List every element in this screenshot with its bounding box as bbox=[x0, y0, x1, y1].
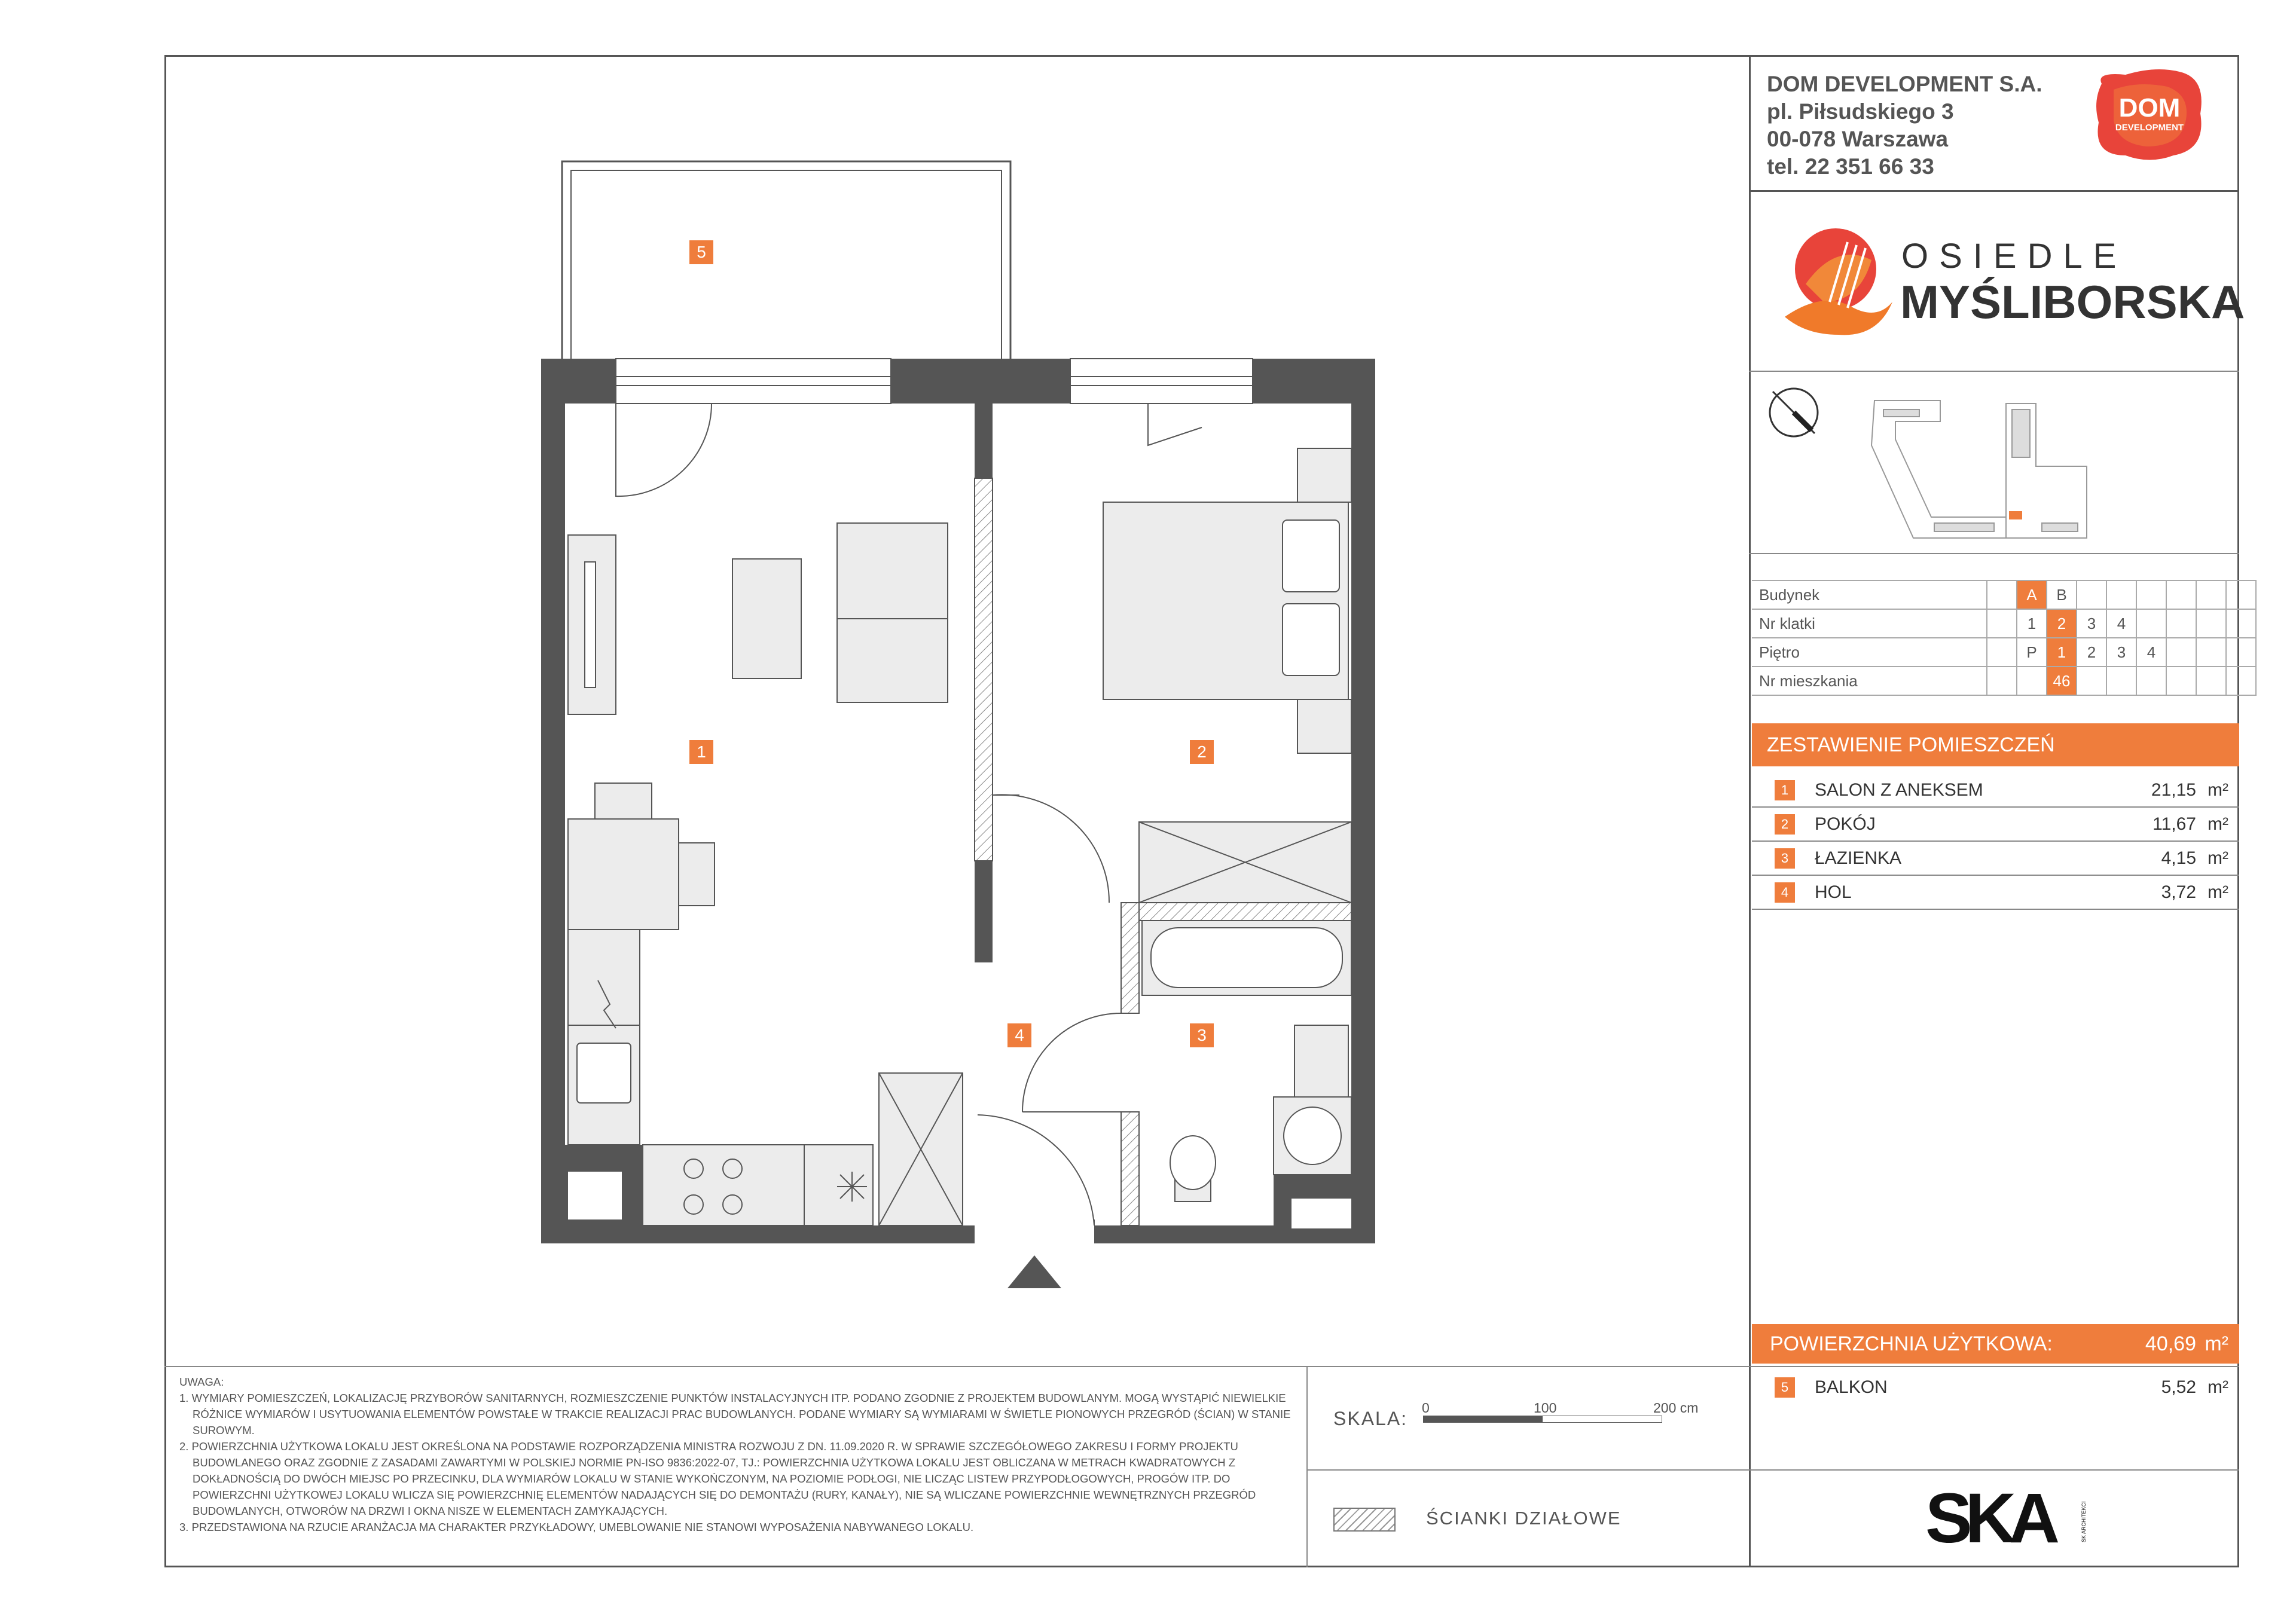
plan-label-room-5: 5 bbox=[689, 240, 713, 264]
info-cell bbox=[2226, 667, 2256, 695]
unit-info-table bbox=[1752, 580, 2257, 696]
room-area: 11,67 bbox=[2152, 814, 2196, 834]
note-item: 1. WYMIARY POMIESZCZEŃ, LOKALIZACJĘ PRZYBORÓW SANITARNYCH, ROZMIESZCZENIE PUNKTÓW INSTALACYJNYCH ITP. PODANO ZGODNIE Z PROJEKTEM BUDOWLANYM. MOGĄ WYSTĄPIĆ NIEWIELKIE RÓŻNICE WYMIARÓW I USYTUOWANIA ELEMENTÓW POWSTAŁE W TRAKCIE REALIZACJI PRAC BUDOWLANYCH. PODANE WYMIARY SĄ WYMIARAMI W ŚWIETLE PIONOWYCH PRZEGRÓD (ŚCIAN) W STANIE SUROWYM. bbox=[179, 1392, 1291, 1436]
notes-title: UWAGA: bbox=[179, 1376, 224, 1388]
note-item: 2. POWIERZCHNIA UŻYTKOWA LOKALU JEST OKREŚLONA NA PODSTAWIE ROZPORZĄDZENIA MINISTRA ROZWOJU Z DN. 11.09.2020 R. W SPRAWIE SZCZEGÓŁOWEGO ZAKRESU I FORMY PROJEKTU BUDOWLANEGO ORAZ ZGODNIE Z ZASADAMI ZAWARTYMI W POLSKIEJ NORMIE PN-ISO 9836:2022-07, TJ.: POWIERZCHNIA UŻYTKOWA LOKALU JEST OBLICZANA W METRACH KWADRATOWYCH Z DOKŁADNOŚCIĄ DO DWÓCH MIEJSC PO PRZECINKU, DLA WYMIARÓW LOKALU W STANIE WYKOŃCZONYM, NA POZIOMIE PODŁOGI, NIE LICZĄC LISTEW PRZYPODŁOGOWYCH, PROGÓW ITP. DO POWIERZCHNI UŻYTKOWEJ LOKALU WLICZA SIĘ POWIERZCHNIĘ ELEMENTÓW NADAJĄCYCH SIĘ DO DEMONTAŻU (RURY, KANAŁY), NIE SĄ WLICZANE POWIERZCHNIE WEWNĘTRZNYCH PRZEGRÓD BUDOWLANYCH, OTWORÓW NA DRZWI I OKNA NISZE W ELEMENTACH ZAMYKAJĄCYCH. bbox=[179, 1440, 1256, 1517]
balcony bbox=[562, 161, 1010, 359]
info-cell: 1 bbox=[2047, 638, 2077, 667]
chair bbox=[679, 843, 715, 906]
divider-keyplan bbox=[1749, 553, 2239, 554]
info-cell bbox=[2017, 667, 2047, 695]
company-street: pl. Piłsudskiego 3 bbox=[1767, 99, 1954, 124]
balcony-row bbox=[1752, 1370, 2239, 1404]
scale-label: SKALA: bbox=[1333, 1408, 1408, 1429]
info-cell: 2 bbox=[2077, 638, 2106, 667]
info-cell: 4 bbox=[2106, 609, 2136, 638]
dining-table bbox=[568, 819, 679, 930]
furniture bbox=[568, 448, 1351, 1225]
chair bbox=[595, 783, 652, 819]
info-cell: A bbox=[2017, 580, 2047, 609]
info-cell bbox=[2226, 580, 2256, 609]
scale-bar bbox=[1423, 1416, 1662, 1423]
room-area: 21,15 bbox=[2151, 780, 2196, 800]
dom-development-logo bbox=[2090, 66, 2209, 167]
info-cell bbox=[2136, 667, 2166, 695]
total-area: 40,69 bbox=[2145, 1332, 2196, 1355]
keyplan-compass-icon bbox=[1770, 389, 1818, 436]
info-cell bbox=[1987, 638, 2017, 667]
info-cell: 1 bbox=[2017, 609, 2047, 638]
plan-label-room-4: 4 bbox=[1007, 1023, 1031, 1047]
plan-label-room-2: 2 bbox=[1190, 740, 1214, 764]
info-cell bbox=[2166, 609, 2196, 638]
scale-tick-200: 200 cm bbox=[1653, 1400, 1699, 1416]
info-cell: 4 bbox=[2136, 638, 2166, 667]
balcony-number: 5 bbox=[1775, 1377, 1795, 1398]
info-label: Nr mieszkania bbox=[1752, 667, 1987, 695]
info-cell: B bbox=[2047, 580, 2077, 609]
dom-logo-subtext: DEVELOPMENT bbox=[2115, 123, 2184, 133]
company-address bbox=[1767, 71, 2042, 181]
info-label: Nr klatki bbox=[1752, 609, 1987, 638]
info-cell bbox=[2196, 638, 2226, 667]
nightstand bbox=[1297, 448, 1351, 502]
project-name-line1: OSIEDLE bbox=[1901, 237, 2127, 276]
info-cell bbox=[2136, 609, 2166, 638]
dom-logo-text: DOM bbox=[2118, 93, 2181, 123]
ska-architects-logo bbox=[1925, 1483, 2093, 1548]
scale-tick-100: 100 bbox=[1534, 1400, 1557, 1416]
note-item: 3. PRZEDSTAWIONA NA RZUCIE ARANŻACJA MA CHARAKTER PRZYKŁADOWY, UMEBLOWANIE NIE STANOWI WYPOSAŻENIA NABYWANEGO LOKALU. bbox=[179, 1521, 974, 1533]
project-sun-icon bbox=[1782, 218, 1895, 344]
info-cell: 3 bbox=[2106, 638, 2136, 667]
info-cell bbox=[2196, 609, 2226, 638]
info-cell: 46 bbox=[2047, 667, 2077, 695]
info-label: Budynek bbox=[1752, 580, 1987, 609]
room-number: 1 bbox=[1775, 780, 1795, 800]
divider-header bbox=[1749, 190, 2239, 192]
room-area: 3,72 bbox=[2161, 882, 2196, 902]
entrance-arrow-icon bbox=[1007, 1255, 1061, 1288]
rooms-heading: ZESTAWIENIE POMIESZCZEŃ bbox=[1752, 723, 2239, 766]
partition-wall-swatch bbox=[1333, 1508, 1396, 1532]
balcony-unit: m² bbox=[2208, 1377, 2228, 1397]
info-row-building bbox=[1752, 580, 2256, 609]
kitchen-counter bbox=[643, 1145, 873, 1225]
total-unit: m² bbox=[2205, 1332, 2228, 1355]
key-plan bbox=[1755, 374, 2233, 550]
info-row-staircase bbox=[1752, 609, 2256, 638]
info-cell: 3 bbox=[2077, 609, 2106, 638]
divider-legend bbox=[1306, 1469, 2239, 1471]
info-cell bbox=[1987, 667, 2017, 695]
info-row-floor bbox=[1752, 638, 2256, 667]
sidebar-divider bbox=[1749, 55, 1751, 1567]
balcony-area: 5,52 bbox=[2161, 1377, 2196, 1397]
room-unit: m² bbox=[2208, 780, 2228, 800]
info-cell bbox=[2106, 667, 2136, 695]
room-name: SALON Z ANEKSEM bbox=[1815, 780, 1983, 800]
info-cell bbox=[2226, 638, 2256, 667]
nightstand bbox=[1297, 699, 1351, 753]
info-cell bbox=[2226, 609, 2256, 638]
balcony-name: BALKON bbox=[1815, 1377, 1888, 1397]
room-name: HOL bbox=[1815, 882, 1852, 902]
info-cell bbox=[2166, 667, 2196, 695]
coffee-table bbox=[732, 559, 801, 678]
scale-tick-0: 0 bbox=[1422, 1400, 1430, 1416]
room-row bbox=[1752, 773, 2239, 808]
info-cell bbox=[1987, 580, 2017, 609]
legend-label: ŚCIANKI DZIAŁOWE bbox=[1426, 1508, 1622, 1529]
room-number: 4 bbox=[1775, 882, 1795, 903]
info-cell bbox=[2136, 580, 2166, 609]
project-logo bbox=[1782, 218, 2245, 344]
company-city: 00-078 Warszawa bbox=[1767, 127, 1949, 151]
room-row bbox=[1752, 875, 2239, 910]
usable-area-total bbox=[1752, 1324, 2239, 1364]
info-cell bbox=[1987, 609, 2017, 638]
room-unit: m² bbox=[2208, 882, 2228, 902]
info-cell bbox=[2196, 580, 2226, 609]
room-unit: m² bbox=[2208, 814, 2228, 834]
total-label: POWIERZCHNIA UŻYTKOWA: bbox=[1770, 1332, 2053, 1355]
room-number: 3 bbox=[1775, 848, 1795, 869]
project-name-line2: MYŚLIBORSKA bbox=[1900, 276, 2245, 328]
ska-logo-text: SKA bbox=[1925, 1483, 2053, 1548]
info-cell: P bbox=[2017, 638, 2047, 667]
info-cell bbox=[2077, 667, 2106, 695]
ska-logo-subtext: SK ARCHITEKCI bbox=[2081, 1501, 2087, 1542]
divider-notes bbox=[1306, 1366, 1308, 1567]
info-cell bbox=[2077, 580, 2106, 609]
sofa bbox=[837, 523, 948, 702]
room-name: ŁAZIENKA bbox=[1815, 848, 1902, 868]
company-phone: tel. 22 351 66 33 bbox=[1767, 154, 1934, 179]
room-row bbox=[1752, 841, 2239, 876]
company-name: DOM DEVELOPMENT S.A. bbox=[1767, 72, 2042, 96]
room-number: 2 bbox=[1775, 814, 1795, 835]
plan-label-room-3: 3 bbox=[1190, 1023, 1214, 1047]
divider-logo bbox=[1749, 371, 2239, 372]
extractor-icon bbox=[837, 1172, 867, 1202]
info-label: Piętro bbox=[1752, 638, 1987, 667]
info-cell bbox=[2166, 638, 2196, 667]
info-cell bbox=[2196, 667, 2226, 695]
room-row bbox=[1752, 807, 2239, 842]
info-cell: 2 bbox=[2047, 609, 2077, 638]
notes bbox=[179, 1374, 1292, 1535]
plan-label-room-1: 1 bbox=[689, 740, 713, 764]
info-row-apartment bbox=[1752, 667, 2256, 695]
room-unit: m² bbox=[2208, 848, 2228, 868]
room-name: POKÓJ bbox=[1815, 814, 1876, 834]
room-area: 4,15 bbox=[2161, 848, 2196, 868]
info-cell bbox=[2106, 580, 2136, 609]
washbasin bbox=[1294, 1025, 1348, 1097]
info-cell bbox=[2166, 580, 2196, 609]
